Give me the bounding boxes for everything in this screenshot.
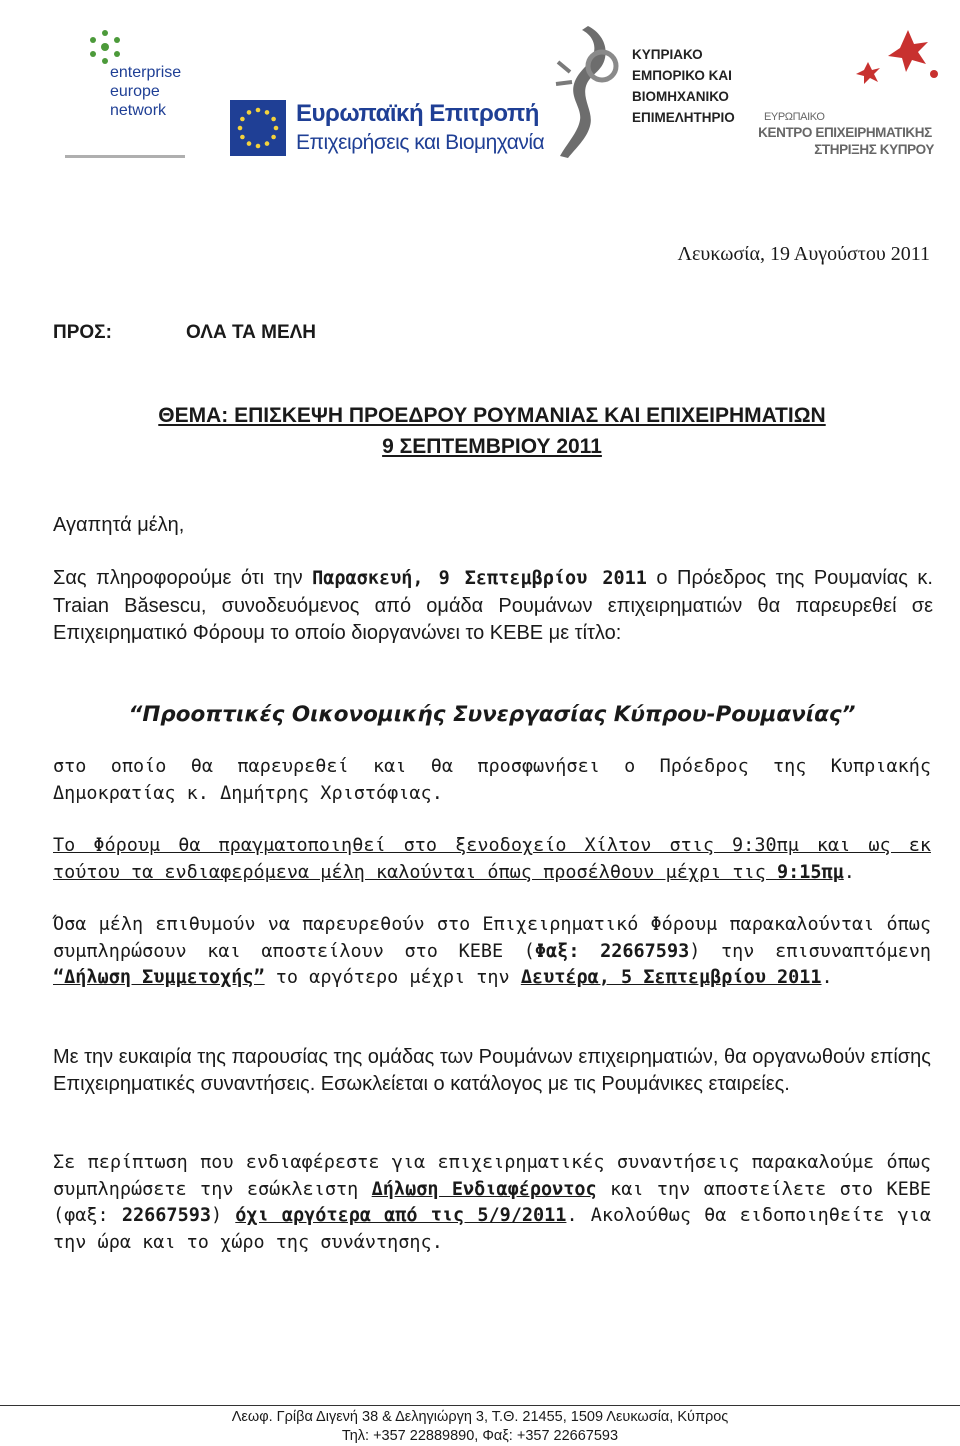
subject-heading bbox=[53, 400, 931, 462]
intro-text-c: ο Πρόεδρος της Ρουμανίας κ. Traian Băsescu, συνοδευόμενος από ομάδα Ρουμάνων επιχειρηματιών θα παρευρεθεί σε Επιχειρηματικό Φόρουμ το οποίο διοργανώνει το ΚΕΒΕ με τίτλο: bbox=[53, 567, 933, 644]
interest-fax-number: 22667593 bbox=[121, 1205, 211, 1226]
recipient-value: ΟΛΑ ΤΑ ΜΕΛΗ bbox=[186, 322, 317, 343]
registration-text-a: Όσα μέλη επιθυμούν να παρευρεθούν στο Επιχειρηματικό Φόρουμ παρακαλούνται όπως συμπληρώσουν και αποστείλουν στο ΚΕΒΕ ( bbox=[53, 914, 931, 962]
kes-star-icon bbox=[850, 22, 940, 92]
een-star-icon bbox=[85, 27, 125, 67]
venue-end: . bbox=[843, 861, 855, 883]
kes-line1: ΕΥΡΩΠΑΙΚΟ bbox=[764, 111, 825, 123]
hermes-emblem-icon bbox=[550, 22, 625, 162]
registration-end: . bbox=[821, 967, 833, 988]
intro-text-a: Σας πληροφορούμε ότι την bbox=[53, 567, 313, 589]
keve-logo bbox=[550, 22, 750, 167]
kes-line2: ΚΕΝΤΡΟ ΕΠΙΧΕΙΡΗΜΑΤΙΚΗΣ bbox=[758, 125, 932, 140]
president-paragraph: στο οποίο θα παρευρεθεί και θα προσφωνήσει ο Πρόεδρος της Κυπριακής Δημοκρατίας κ. Δημήτρης Χριστόφιας. bbox=[53, 756, 931, 804]
recipient-label: ΠΡΟΣ: bbox=[53, 322, 112, 343]
footer-divider bbox=[0, 1405, 960, 1406]
een-line2: europe bbox=[110, 83, 160, 100]
registration-text-c: ) την επισυναπτόμενη bbox=[689, 940, 932, 962]
venue-text: Το Φόρουμ θα πραγματοποιηθεί στο ξενοδοχείο Χίλτον στις 9:30πμ και ως εκ τούτου τα ενδιαφερόμενα μέλη καλούνται όπως προσέλθουν μέχρι τις bbox=[53, 835, 931, 883]
european-commission-logo bbox=[230, 97, 580, 167]
meetings-paragraph: Με την ευκαιρία της παρουσίας της ομάδας των Ρουμάνων επιχειρηματιών, θα οργανωθούν επίσης Επιχειρηματικές συναντήσεις. Εσωκλείεται ο κατάλογος με τις Ρουμάνικες εταιρείες. bbox=[53, 1046, 931, 1095]
intro-paragraph bbox=[53, 565, 933, 648]
eu-flag-icon bbox=[230, 100, 286, 156]
interest-text-a: Σε περίπτωση που ενδιαφέρεστε για επιχειρηματικές συναντήσεις παρακαλούμε όπως συμπληρώσετε την εσώκλειστη bbox=[53, 1152, 931, 1200]
ec-line1: Ευρωπαϊκή Επιτροπή bbox=[296, 100, 539, 127]
keve-line3: ΒΙΟΜΗΧΑΝΙΚΟ bbox=[632, 89, 729, 104]
keve-line2: ΕΜΠΟΡΙΚΟ ΚΑΙ bbox=[632, 68, 732, 83]
registration-paragraph bbox=[53, 912, 931, 992]
footer-contacts: Τηλ: +357 22889890, Φαξ: +357 22667593 bbox=[341, 1428, 619, 1444]
een-line1: enterprise bbox=[110, 64, 182, 81]
keve-line4: ΕΠΙΜΕΛΗΤΗΡΙΟ bbox=[632, 110, 735, 125]
een-tagline-bar bbox=[65, 155, 185, 158]
subject-line2: 9 ΣΕΠΤΕΜΒΡΙΟΥ 2011 bbox=[382, 435, 602, 458]
letter-date: Λευκωσία, 19 Αυγούστου 2011 bbox=[677, 243, 930, 265]
interest-paragraph bbox=[53, 1150, 931, 1256]
header-logos bbox=[55, 22, 945, 172]
interest-text-c: και την αποστείλετε στο ΚΕΒΕ (φαξ: bbox=[53, 1178, 931, 1226]
fax-number-bold: Φαξ: 22667593 bbox=[534, 940, 690, 962]
interest-text-e: ) bbox=[210, 1205, 236, 1226]
arrival-time: 9:15πμ bbox=[776, 861, 844, 883]
interest-deadline: όχι αργότερα από τις 5/9/2011 bbox=[235, 1205, 567, 1226]
participation-form-title: “Δήλωση Συμμετοχής” bbox=[53, 967, 265, 988]
keve-line1: ΚΥΠΡΙΑΚΟ bbox=[632, 47, 703, 62]
subject-line1: ΘΕΜΑ: ΕΠΙΣΚΕΨΗ ΠΡΟΕΔΡΟΥ ΡΟΥΜΑΝΙΑΣ ΚΑΙ ΕΠΙΧΕΙΡΗΜΑΤΙΩΝ bbox=[158, 404, 826, 427]
kes-line3: ΣΤΗΡΙΞΗΣ ΚΥΠΡΟΥ bbox=[814, 142, 934, 157]
registration-text-e: το αργότερο μέχρι την bbox=[264, 967, 521, 988]
forum-title: “Προοπτικές Οικονομικής Συνεργασίας Κύπρου-Ρουμανίας” bbox=[128, 702, 856, 727]
intro-date-bold: Παρασκευή, 9 Σεπτεμβρίου 2011 bbox=[312, 568, 647, 589]
interest-text-g: . Ακολούθως θα ειδοποιηθείτε για την ώρα και το χώρο της συνάντησης. bbox=[53, 1205, 931, 1253]
kes-logo bbox=[750, 22, 945, 167]
een-line3: network bbox=[110, 102, 167, 119]
recipient-row bbox=[53, 322, 316, 344]
enterprise-europe-network-logo bbox=[55, 27, 195, 162]
venue-paragraph bbox=[53, 833, 931, 886]
ec-line2: Επιχειρήσεις και Βιομηχανία bbox=[296, 131, 545, 154]
interest-form-title: Δήλωση Ενδιαφέροντος bbox=[371, 1178, 597, 1200]
greeting: Αγαπητά μέλη, bbox=[53, 514, 185, 536]
registration-deadline: Δευτέρα, 5 Σεπτεμβρίου 2011 bbox=[520, 967, 822, 988]
footer-address: Λεωφ. Γρίβα Διγενή 38 & Δεληγιώργη 3, Τ.Θ. 21455, 1509 Λευκωσία, Κύπρος bbox=[231, 1409, 729, 1425]
